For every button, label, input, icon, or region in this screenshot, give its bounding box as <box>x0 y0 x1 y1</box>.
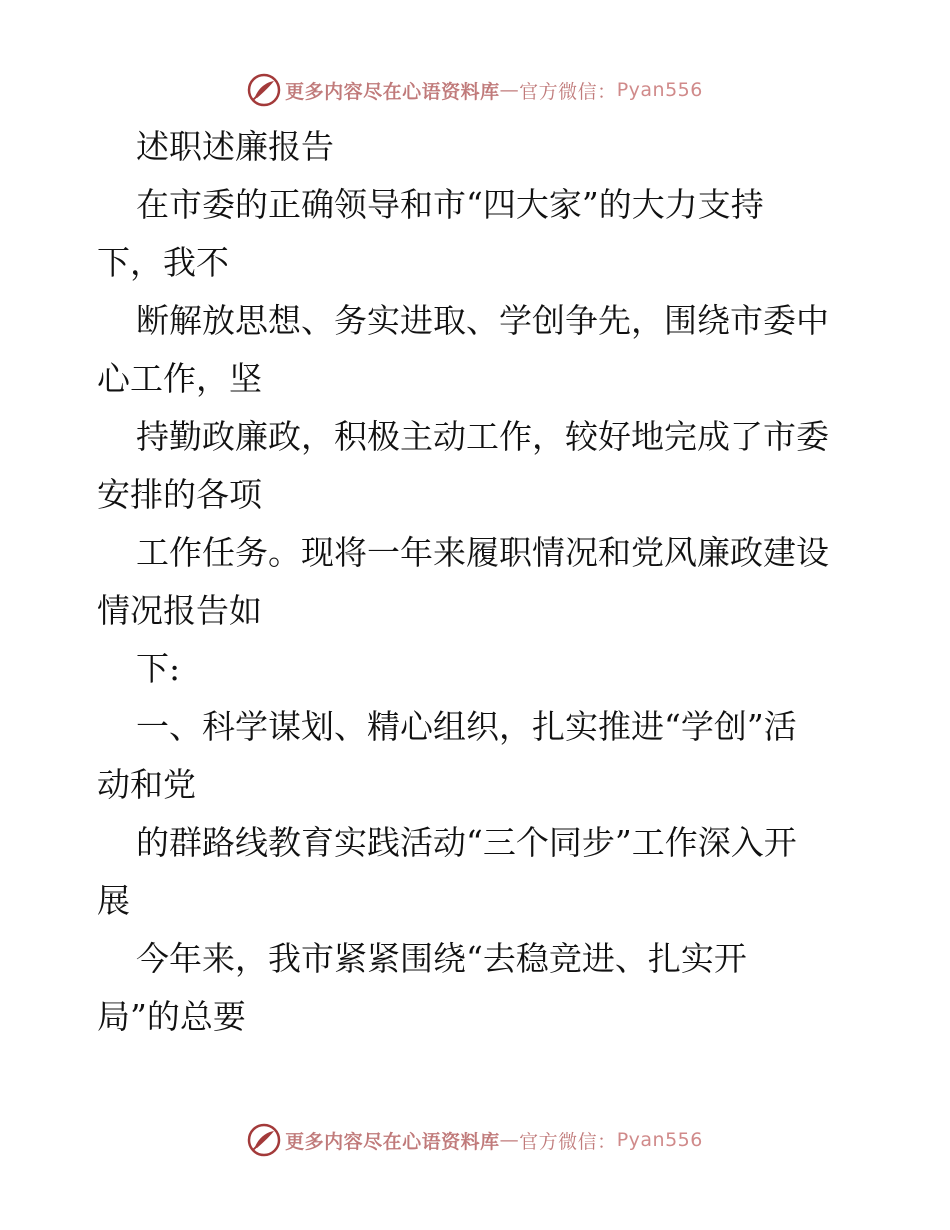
header-banner <box>0 70 950 110</box>
text-line: 情况报告如 <box>97 591 262 630</box>
banner-main-text: 更多内容尽在心语资料库 <box>285 80 500 103</box>
text-line: 展 <box>97 881 130 920</box>
banner-dash: — <box>499 1129 520 1151</box>
text-line: 述职述廉报告 <box>136 127 334 166</box>
text-line: 今年来，我市紧紧围绕“去稳竞进、扎实开 <box>136 939 747 978</box>
quill-pen-logo-icon <box>247 1123 281 1157</box>
text-line: 的群路线教育实践活动“三个同步”工作深入开 <box>136 823 797 862</box>
banner-dash: — <box>499 79 520 101</box>
footer-banner <box>0 1120 950 1160</box>
text-line: 下: <box>136 649 181 688</box>
banner-wechat-id: Pyan556 <box>616 79 703 101</box>
text-line: 一、科学谋划、精心组织，扎实推进“学创”活 <box>136 707 797 746</box>
text-line: 心工作，坚 <box>97 359 262 398</box>
banner-side-text: 官方微信： <box>519 1130 617 1153</box>
text-line: 工作任务。现将一年来履职情况和党风廉政建设 <box>136 533 829 572</box>
banner-side-text: 官方微信： <box>519 80 617 103</box>
text-line: 安排的各项 <box>97 475 262 514</box>
document-body <box>97 118 857 1046</box>
banner-main-text: 更多内容尽在心语资料库 <box>285 1130 500 1153</box>
text-line: 局”的总要 <box>97 997 246 1036</box>
text-line: 断解放思想、务实进取、学创争先，围绕市委中 <box>136 301 829 340</box>
text-line: 下，我不 <box>97 243 229 282</box>
text-line: 持勤政廉政，积极主动工作，较好地完成了市委 <box>136 417 829 456</box>
text-line: 动和党 <box>97 765 196 804</box>
text-line: 在市委的正确领导和市“四大家”的大力支持 <box>136 185 764 224</box>
banner-wechat-id: Pyan556 <box>616 1129 703 1151</box>
quill-pen-logo-icon <box>247 73 281 107</box>
